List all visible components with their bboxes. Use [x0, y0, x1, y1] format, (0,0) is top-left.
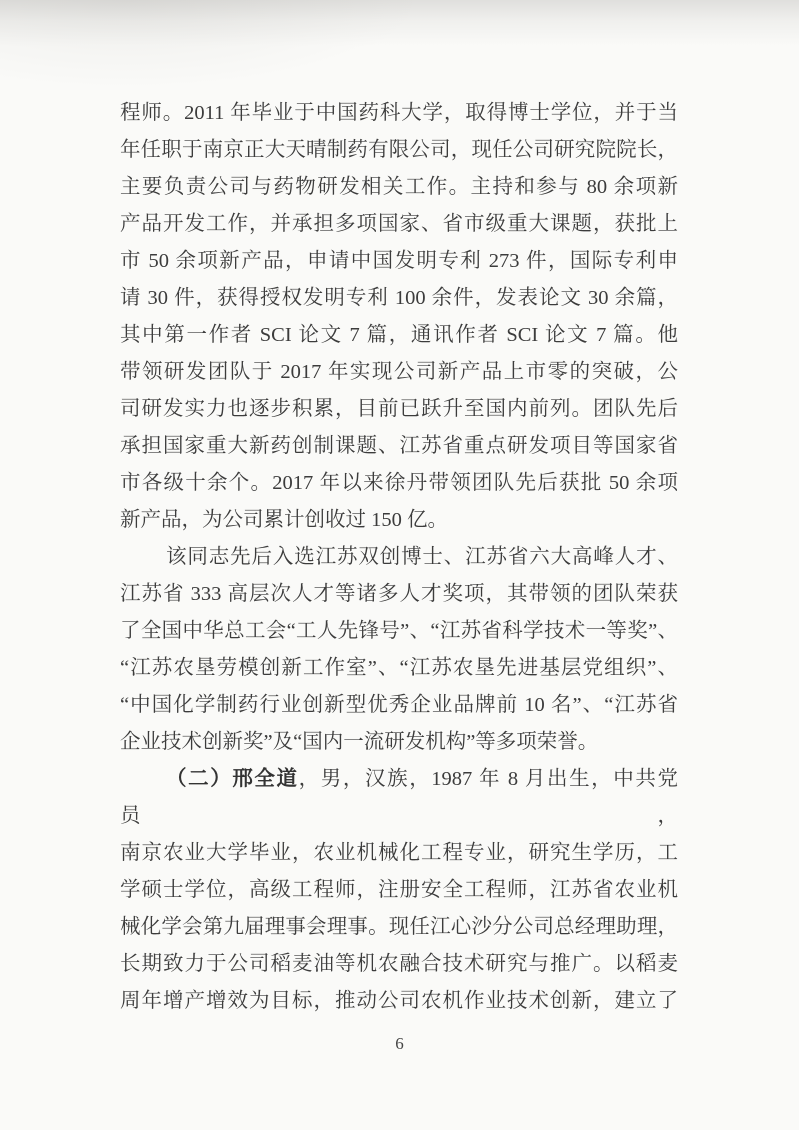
- text-line: （二）邢全道，男，汉族，1987 年 8 月出生，中共党员，: [120, 768, 679, 827]
- text-line: 南京农业大学毕业，农业机械化工程专业，研究生学历，工: [120, 842, 678, 864]
- text-line: 长期致力于公司稻麦油等机农融合技术研究与推广。以稻麦: [120, 953, 678, 975]
- text-line: 企业技术创新奖”及“国内一流研发机构”等多项荣誉。: [120, 731, 599, 753]
- text-line: 该同志先后入选江苏双创博士、江苏省六大高峰人才、: [166, 546, 678, 568]
- text-line: 请 30 件，获得授权发明专利 100 余件，发表论文 30 余篇，: [120, 287, 678, 309]
- text-line: 械化学会第九届理事会理事。现任江心沙分公司总经理助理，: [120, 916, 678, 938]
- text-line: 市 50 余项新产品，申请中国发明专利 273 件，国际专利申: [120, 250, 678, 272]
- text-line: 程师。2011 年毕业于中国药科大学，取得博士学位，并于当: [120, 102, 678, 124]
- text-line: 带领研发团队于 2017 年实现公司新产品上市零的突破，公: [120, 361, 678, 383]
- text-line: 新产品，为公司累计创收过 150 亿。: [120, 509, 448, 531]
- page-footer: [0, 1034, 799, 1054]
- text-line: 市各级十余个。2017 年以来徐丹带领团队先后获批 50 余项: [120, 472, 678, 494]
- text-line: 了全国中华总工会“工人先锋号”、“江苏省科学技术一等奖”、: [120, 620, 678, 642]
- text-line: 产品开发工作，并承担多项国家、省市级重大课题，获批上: [120, 213, 678, 235]
- text-line: “中国化学制药行业创新型优秀企业品牌前 10 名”、“江苏省: [120, 694, 678, 716]
- text-line: 学硕士学位，高级工程师，注册安全工程师，江苏省农业机: [120, 879, 678, 901]
- text-line: 主要负责公司与药物研发相关工作。主持和参与 80 余项新: [120, 176, 678, 198]
- person-name: （二）邢全道: [166, 768, 299, 790]
- text-line: 周年增产增效为目标，推动公司农机作业技术创新，建立了: [120, 990, 678, 1012]
- text-line: 江苏省 333 高层次人才等诸多人才奖项，其带领的团队荣获: [120, 583, 678, 605]
- text-line: 司研发实力也逐步积累，目前已跃升至国内前列。团队先后: [120, 398, 678, 420]
- text-line: 年任职于南京正大天晴制药有限公司，现任公司研究院院长，: [120, 139, 678, 161]
- body-text: [120, 95, 678, 1020]
- text-line: 承担国家重大新药创制课题、江苏省重点研发项目等国家省: [120, 435, 678, 457]
- text-line: 其中第一作者 SCI 论文 7 篇，通讯作者 SCI 论文 7 篇。他: [120, 324, 678, 346]
- page-number: 6: [395, 1034, 404, 1053]
- text-line: “江苏农垦劳模创新工作室”、“江苏农垦先进基层党组织”、: [120, 657, 678, 679]
